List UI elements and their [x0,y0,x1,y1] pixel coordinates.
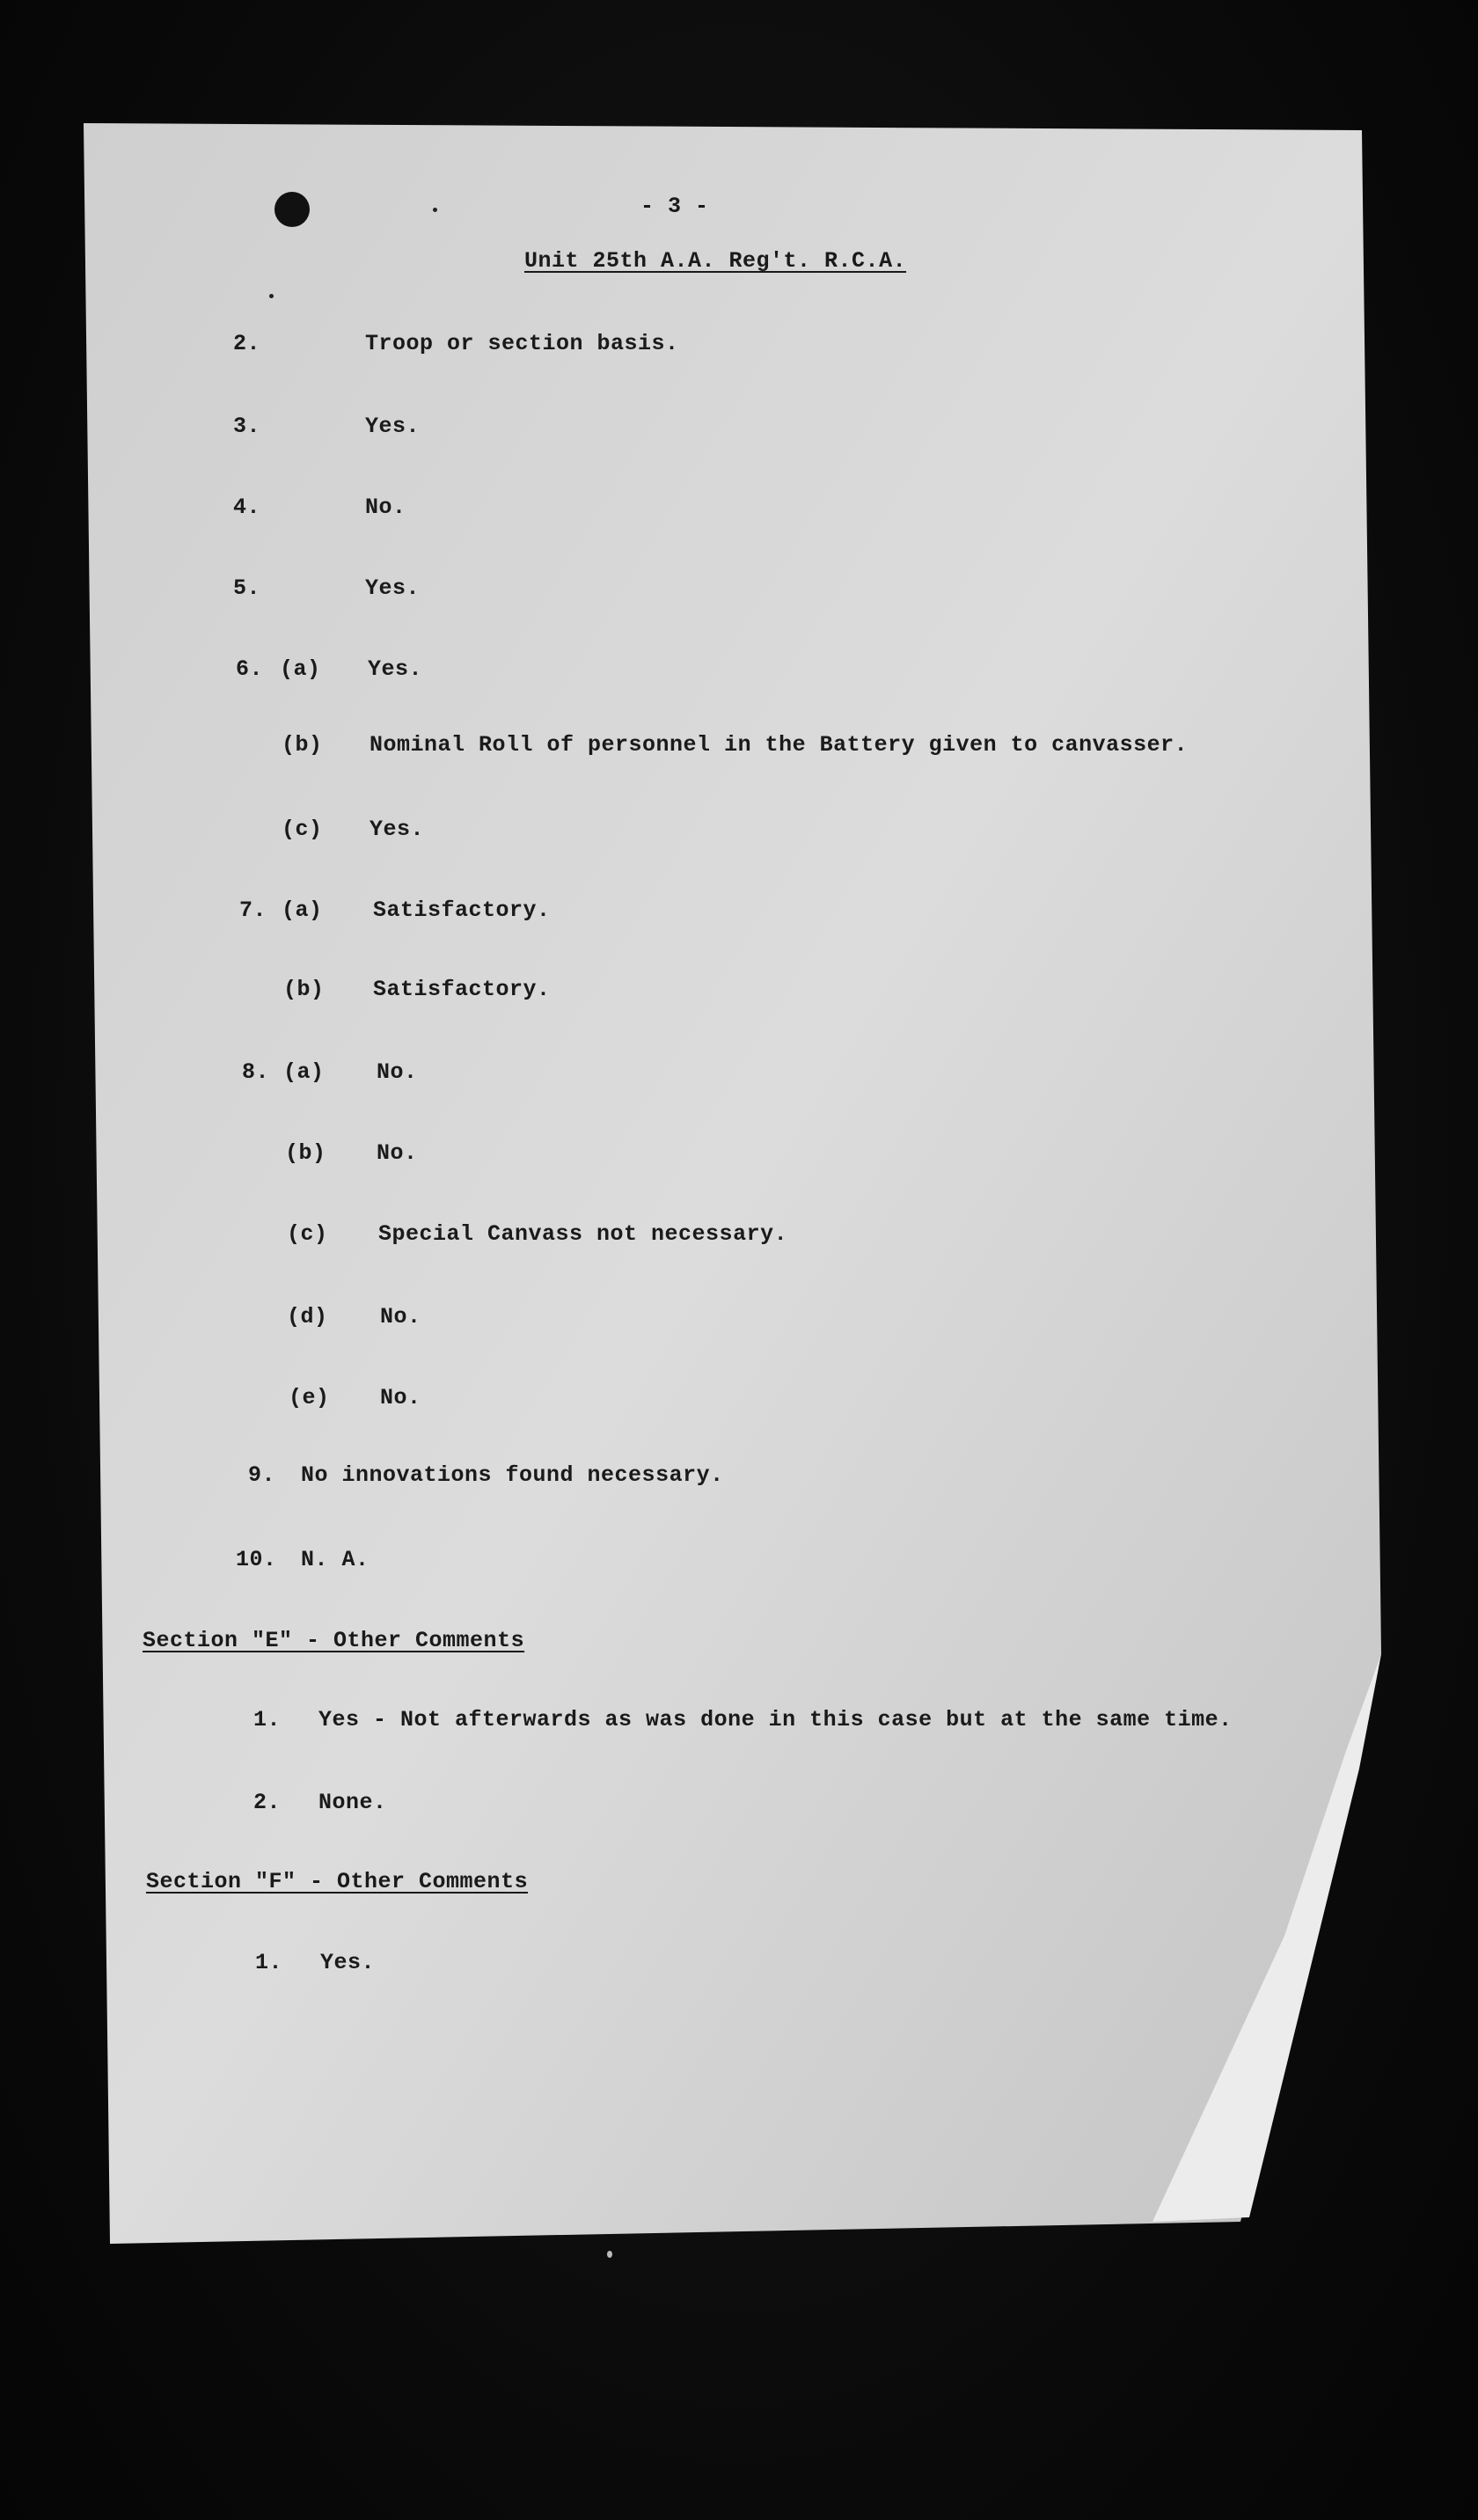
item-4-text: No. [365,494,406,520]
item-3-text: Yes. [365,414,421,439]
item-5-number: 5. [233,575,261,601]
item-4-number: 4. [233,494,261,520]
item-8c-text: Special Canvass not necessary. [378,1221,788,1247]
item-6b-sub: (b) [282,732,323,758]
section-e-item-1-text: Yes - Not afterwards as was done in this case but at the same time. [318,1707,1233,1732]
dust-speck [433,208,437,212]
item-2-text: Troop or section basis. [365,331,679,356]
item-10-number: 10. [236,1547,277,1572]
section-f-item-1-number: 1. [255,1950,283,1975]
paper-body [84,123,1381,2244]
unit-title: Unit 25th A.A. Reg't. R.C.A. [524,248,907,274]
item-7a-text: Satisfactory. [373,897,551,923]
item-8a-sub: (a) [283,1059,325,1085]
item-6c-sub: (c) [282,817,323,842]
item-8-number: 8. [242,1059,270,1085]
item-8c-sub: (c) [287,1221,328,1247]
item-3-number: 3. [233,414,261,439]
item-6a-text: Yes. [368,656,423,682]
ink-blot [274,192,310,227]
dust-speck [607,2251,612,2258]
page-number: - 3 - [640,194,709,219]
item-7-number: 7. [239,897,267,923]
dust-speck [269,294,274,298]
item-7b-sub: (b) [283,977,325,1002]
section-f-item-1-text: Yes. [320,1950,376,1975]
item-8d-sub: (d) [287,1304,328,1330]
item-8b-sub: (b) [285,1140,326,1166]
item-5-text: Yes. [365,575,421,601]
item-6c-text: Yes. [370,817,425,842]
item-9-number: 9. [248,1462,276,1488]
item-2-number: 2. [233,331,261,356]
item-8d-text: No. [380,1304,421,1330]
item-6-number: 6. [236,656,264,682]
item-7a-sub: (a) [282,897,323,923]
section-e-item-2-text: None. [318,1790,387,1815]
item-8e-text: No. [380,1385,421,1410]
item-9-text: No innovations found necessary. [301,1462,724,1488]
item-6a-sub: (a) [280,656,321,682]
item-6b-text: Nominal Roll of personnel in the Battery given to canvasser. [370,732,1189,758]
item-10-text: N. A. [301,1547,370,1572]
section-e-item-1-number: 1. [253,1707,282,1732]
section-e-heading: Section "E" - Other Comments [143,1628,525,1653]
section-f-heading: Section "F" - Other Comments [146,1869,529,1894]
item-8b-text: No. [377,1140,418,1166]
section-e-item-2-number: 2. [253,1790,282,1815]
item-8a-text: No. [377,1059,418,1085]
item-8e-sub: (e) [289,1385,330,1410]
item-7b-text: Satisfactory. [373,977,551,1002]
